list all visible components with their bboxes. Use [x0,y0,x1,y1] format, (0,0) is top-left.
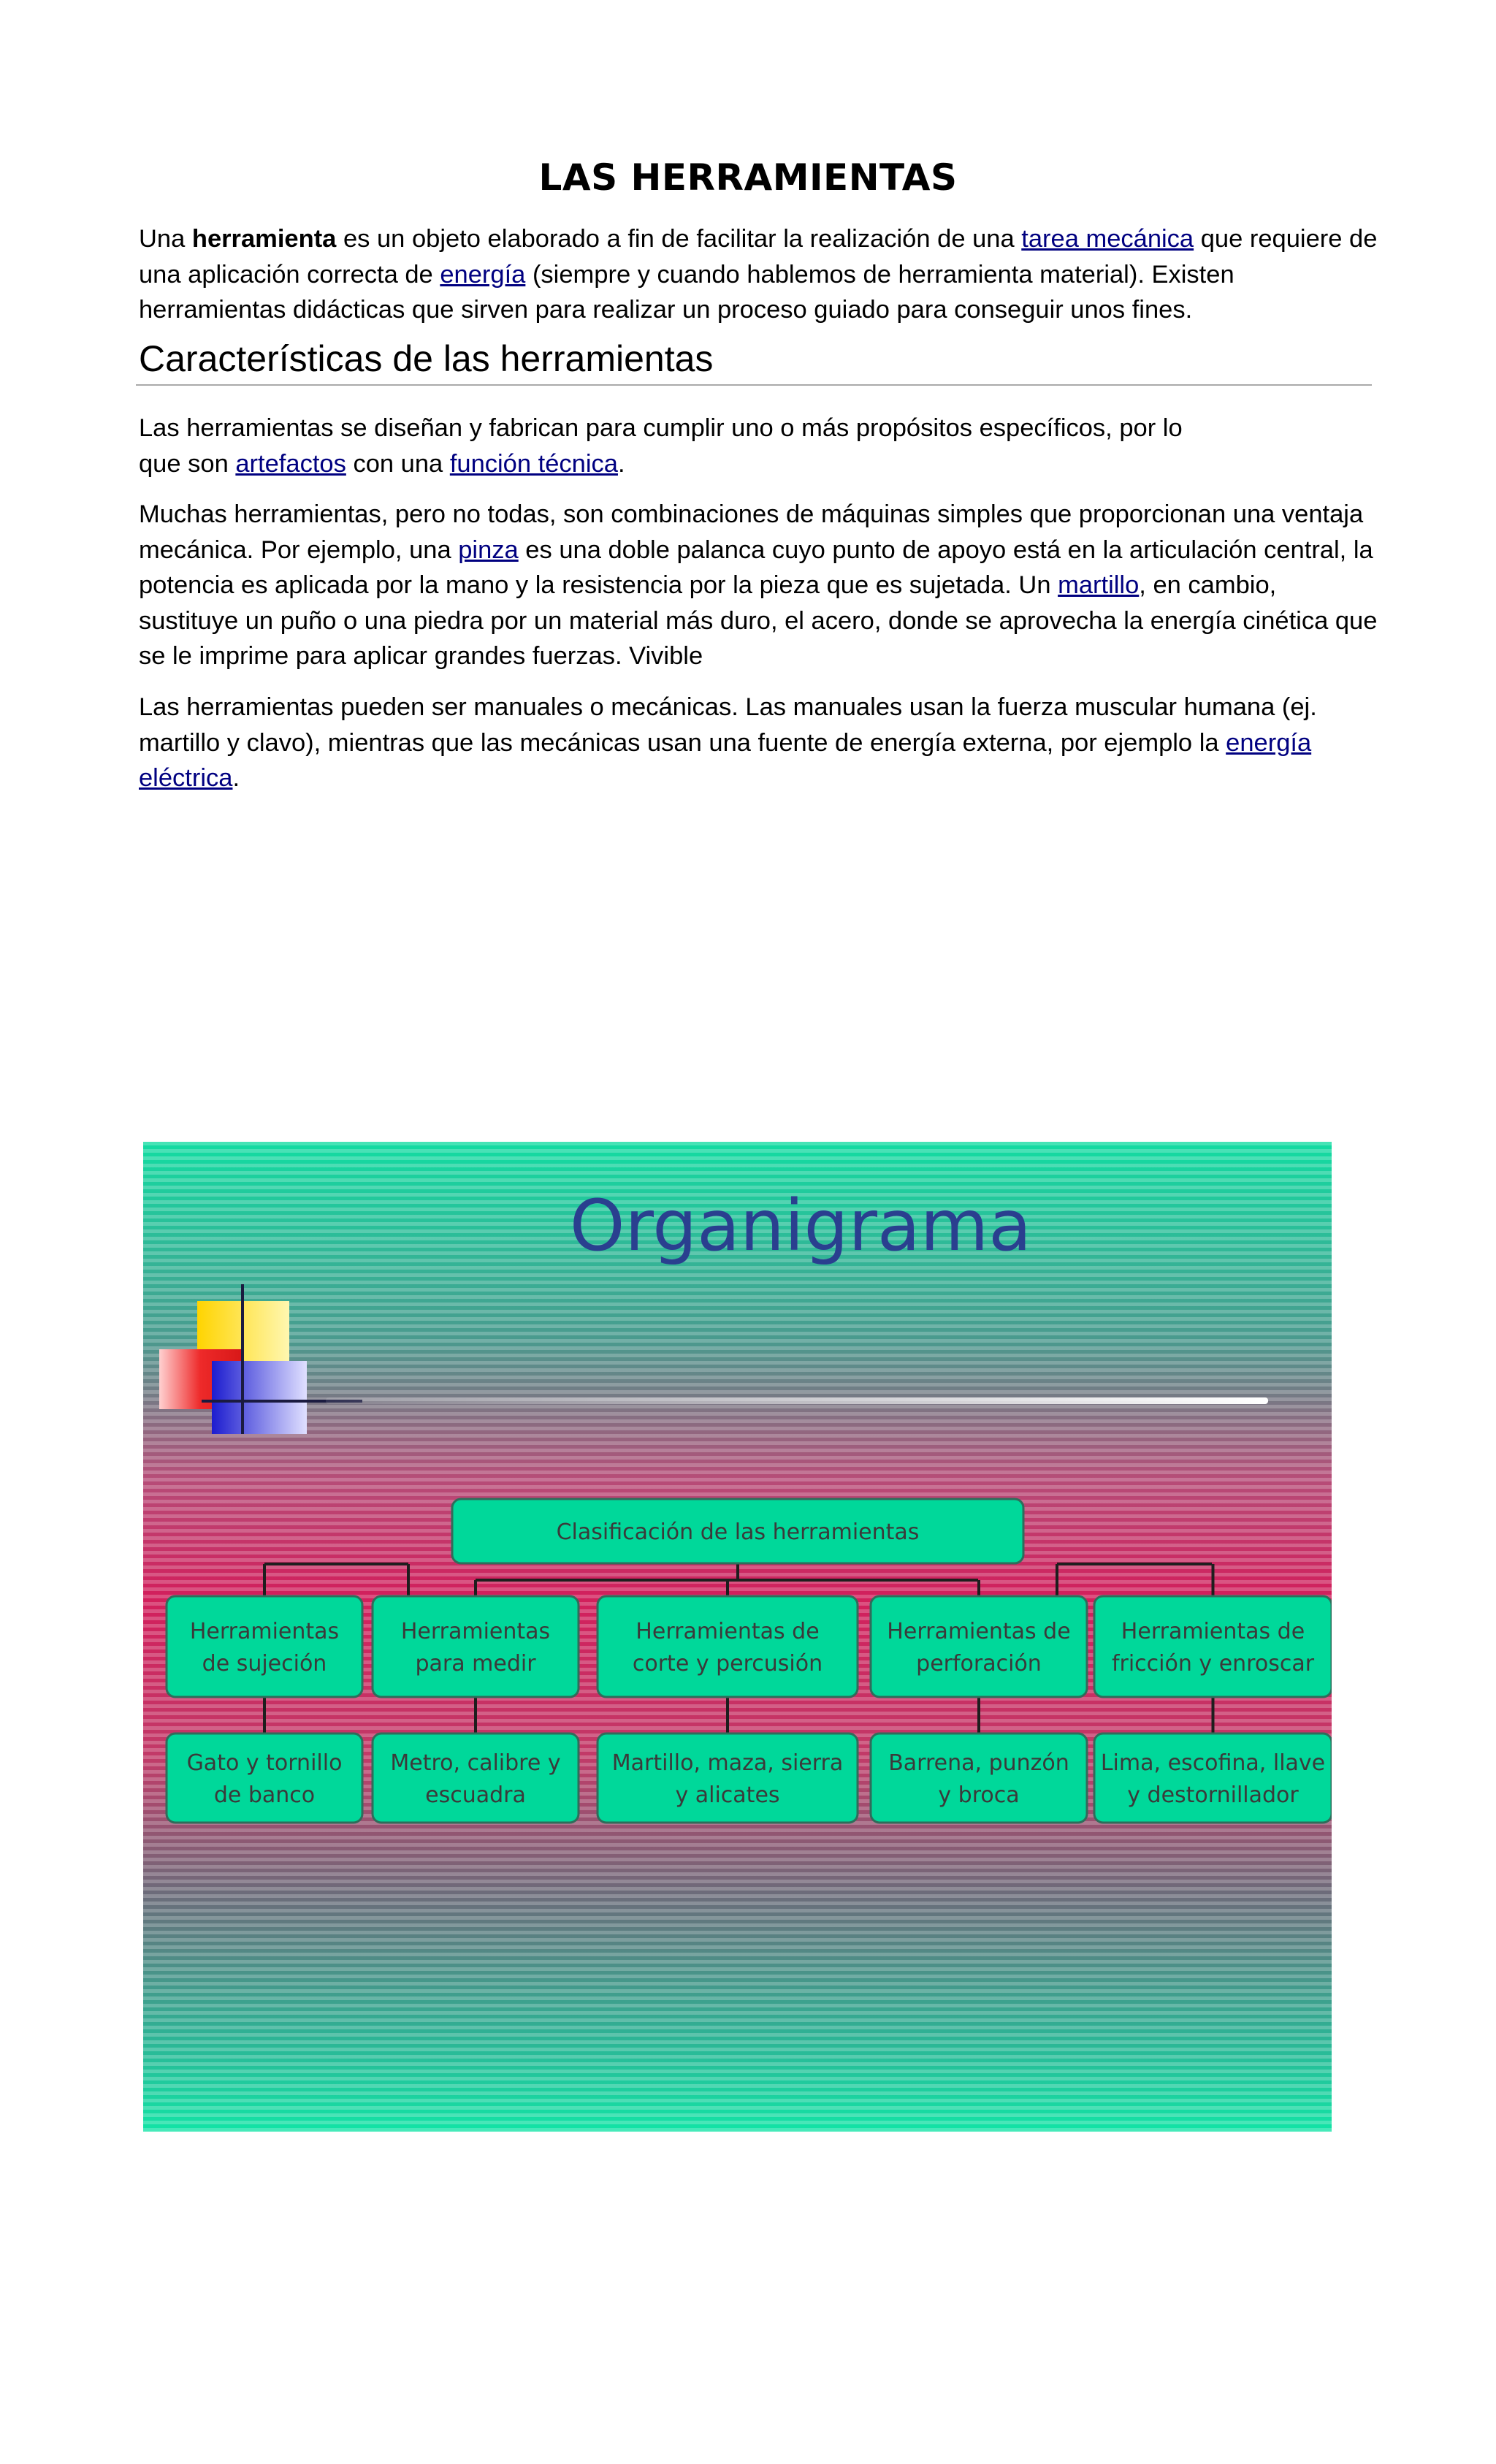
p3-text: Las herramientas pueden ser manuales o mecánicas. Las manuales usan la fuerza muscular humana (ej. martillo y clavo), mientras que las mecánicas usan una fuente de energía externa, por ejemplo la [139,693,1317,757]
category-node-label: para medir [415,1651,536,1677]
category-node-label: Herramientas de [636,1619,820,1644]
page-title: LAS HERRAMIENTAS [538,156,958,199]
example-node-box [1094,1733,1332,1823]
example-node-label: Martillo, maza, sierra [611,1750,844,1776]
intro-paragraph [139,221,1381,328]
category-node-label: Herramientas [189,1619,340,1644]
link-artefactos[interactable]: artefactos [235,449,346,478]
category-node-label: Herramientas de [887,1619,1071,1644]
decorative-line [326,1397,1268,1404]
category-node [598,1596,858,1697]
heading-divider [136,384,1372,386]
intro-text: Una [139,225,192,253]
p2-text: es una doble palanca cuyo punto de apoyo está en la articulación central, la potencia es aplicada por la mano y la resistencia por la pieza que es sujetada. Un [139,535,1373,599]
diagram-title: Organigrama [569,1185,1032,1267]
example-node-box [598,1733,858,1823]
example-node [871,1733,1087,1823]
paragraph-manuales-mecanicas [139,690,1381,796]
link-energia-electrica[interactable]: energía eléctrica [139,728,1312,792]
p2-text: , en cambio, sustituye un puño o una piedra por un material más duro, el acero, donde se aprovecha la energía cinética que se le imprime para aplicar grandes fuerzas. Vivible [139,571,1378,670]
paragraph-propositos [139,411,1220,481]
intro-text: es un objeto elaborado a fin de facilitar la realización de una [336,225,1022,253]
p3-text: . [232,764,240,792]
diagram-root-node [452,1499,1023,1563]
root-node-clasificacion [452,1499,1023,1563]
example-node [373,1733,579,1823]
example-node-label: Gato y tornillo [186,1750,343,1776]
category-node-box [871,1596,1087,1697]
link-martillo[interactable]: martillo [1058,571,1140,599]
category-node-label: Herramientas de [1121,1619,1305,1644]
example-node-label: Lima, escofina, llave [1100,1750,1326,1776]
intro-text: que requiere de una aplicación correcta de [139,225,1378,289]
category-node-box [373,1596,579,1697]
example-node-label: y alicates [675,1782,780,1808]
section-heading: Características de las herramientas [139,338,714,379]
category-node [167,1596,362,1697]
example-node [1094,1733,1332,1823]
category-node-box [598,1596,858,1697]
organigrama-image [143,1142,1332,2132]
example-node-box [373,1733,579,1823]
root-node-clasificacion-label: Clasificación de las herramientas [556,1519,920,1545]
example-node-label: y broca [938,1782,1020,1808]
example-node [167,1733,362,1823]
link-energia[interactable]: energía [440,260,526,289]
example-node [598,1733,858,1823]
category-node-label: de sujeción [202,1651,327,1677]
category-node-box [167,1596,362,1697]
category-node-label: fricción y enroscar [1111,1651,1315,1677]
category-node [1094,1596,1332,1697]
example-node-label: de banco [213,1782,316,1808]
category-node [871,1596,1087,1697]
link-funcion-tecnica[interactable]: función técnica [449,449,618,478]
p1-text: con una [346,449,450,478]
link-tarea-mecanica[interactable]: tarea mecánica [1021,225,1194,253]
example-node-label: y destornillador [1127,1782,1299,1808]
category-node-label: corte y percusión [632,1651,823,1677]
intro-bold-term: herramienta [191,225,337,253]
category-node-label: perforación [916,1651,1042,1677]
p1-text: Las herramientas se diseñan y fabrican para cumplir uno o más propósitos específicos, por lo que son [139,414,1183,478]
example-node-label: Barrena, punzón [888,1750,1069,1776]
intro-text: (siempre y cuando hablemos de herramienta material). Existen herramientas didácticas que sirven para realizar un proceso guiado para conseguir unos fines. [139,260,1234,324]
paragraph-maquinas-simples [139,497,1381,674]
example-node-label: escuadra [425,1782,526,1808]
p1-text: . [617,449,625,478]
example-node-label: Metro, calibre y [390,1750,561,1776]
category-node [373,1596,579,1697]
organigrama-diagram [143,1142,1332,2132]
example-node-box [871,1733,1087,1823]
diagram-example-nodes [167,1733,1332,1823]
diagram-category-nodes [167,1596,1332,1697]
p2-text: Muchas herramientas, pero no todas, son combinaciones de máquinas simples que proporcionan una ventaja mecánica. Por ejemplo, una [139,500,1364,564]
example-node-box [167,1733,362,1823]
category-node-box [1094,1596,1332,1697]
category-node-label: Herramientas [400,1619,551,1644]
link-pinza[interactable]: pinza [458,535,519,564]
